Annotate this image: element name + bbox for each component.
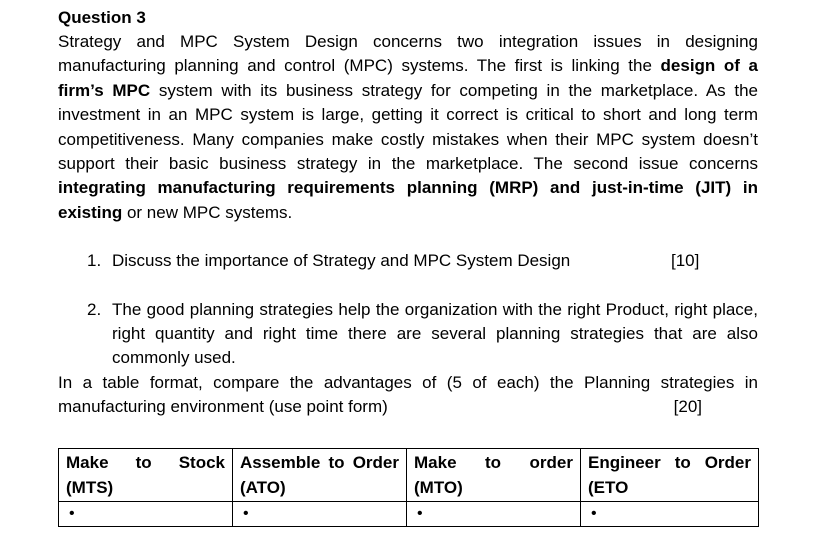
table-cell[interactable] [233,502,407,527]
table-header-cell: Assemble to Order (ATO) [233,449,407,502]
marks-label: [10] [671,251,700,271]
table-header-cell: Engineer to Order (ETO [581,449,759,502]
sub-question-text: The good planning strategies help the organization with the right Product, right place, right quantity and right time there are several planning strategies that are also commonly used. [112,299,758,368]
intro-emphasis: design of a firm’s MPC [58,56,758,100]
follow-up-instruction [58,371,758,420]
sub-question-number: 2. [87,299,102,319]
sub-question-text: Discuss the importance of Strategy and MPC System Design [112,251,571,271]
sub-question-number: 1. [87,251,102,271]
intro-paragraph [58,30,758,225]
table-header-cell: Make to order (MTO) [407,449,581,502]
intro-text: or new MPC systems. [122,202,293,222]
question-title: Question 3 [58,8,146,27]
marks-label: [20] [673,397,702,417]
planning-strategies-table [58,448,759,527]
table-header-row [59,449,759,502]
intro-emphasis: integrating manufacturing requirements planning (MRP) and just-in-time (JIT) in existing [58,178,758,222]
table-cell[interactable] [407,502,581,527]
table-header-cell: Make to Stock (MTS) [59,449,233,502]
table-row [59,502,759,527]
table-cell[interactable] [581,502,759,527]
sub-question-2 [58,298,758,371]
intro-text: system with its business strategy for competing in the marketplace. As the investment in an MPC system is large, getting it correct is critical to short and long term competitiveness. Many companies make costly mistakes when their MPC system doesn’t support their basic business strategy in the marketplace. The second issue concerns [58,80,758,174]
bullet-point: • [417,505,423,522]
intro-text: Strategy and MPC System Design concerns two integration issues in designing manufacturing planning and control (MPC) systems. The first is linking the [58,32,758,76]
sub-question-1 [58,249,758,273]
bullet-point: • [591,505,597,522]
table-cell[interactable] [59,502,233,527]
bullet-point: • [69,505,75,522]
question-block [58,6,758,420]
follow-up-text: In a table format, compare the advantages of (5 of each) the Planning strategies in manufacturing environment (use point form) [58,372,758,417]
bullet-point: • [243,505,249,522]
